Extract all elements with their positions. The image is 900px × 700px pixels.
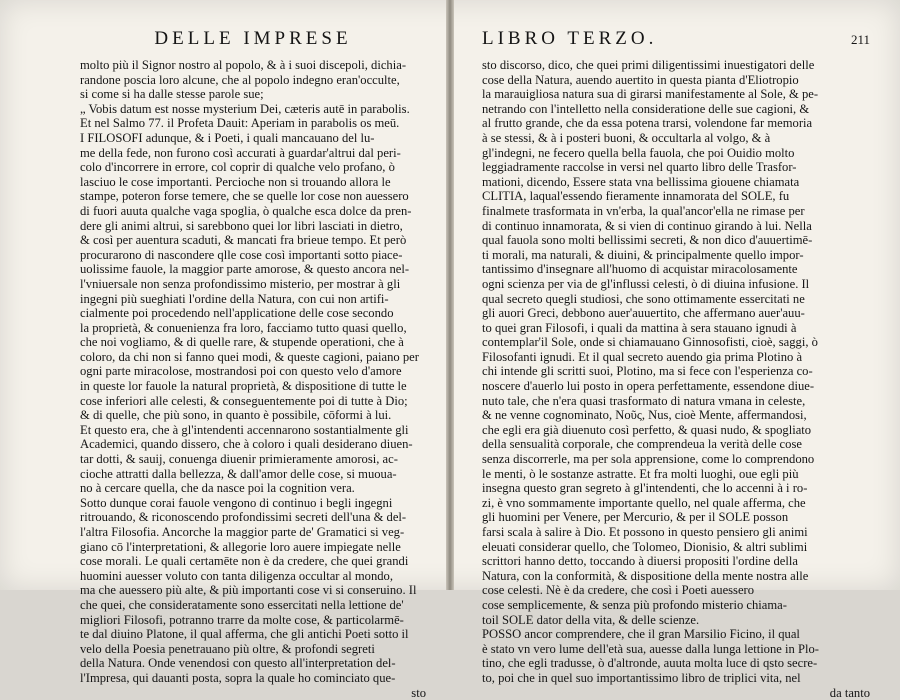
page-number: 211 (850, 32, 870, 47)
text-line: gli auori Greci, debbono auer'auuertito, che affermano auer'auu- (482, 306, 805, 321)
text-line: eleuati considerar quello, che Tolomeo, Dionisio, & altri sublimi (482, 539, 808, 554)
text-line: to quei gran Filosofi, i quali da mattina à sera stauano ignudi à (482, 320, 797, 335)
text-line: & ne venne cognominato, Νοῦς, Nus, cioè Mente, affermandosi, (482, 408, 807, 423)
text-line: CLITIA, laqual'essendo fieramente innamorata del SOLE, fu (482, 189, 790, 204)
text-line: tar dotti, & sauij, conuenga diuenir primieramente amorosi, ac- (80, 452, 398, 467)
text-line: la marauigliosa natura sua di girarsi manifestamente al Sole, & pe- (482, 87, 819, 102)
text-line: della sensualità corporale, che comprendeua la verità delle cose (482, 437, 802, 452)
text-line: che noi vogliamo, & di quelle rare, & stupende operationi, che à (80, 335, 404, 350)
left-catchword: sto (411, 685, 426, 700)
text-line: è stato vn vero lume dell'età sua, auesse dalla lunga lettione in Plo- (482, 641, 819, 656)
text-line: ti morali, ma naturali, & diuini, & principalmente quello impor- (482, 247, 804, 262)
text-line: contemplar'il Sole, onde si chiamauano Ginnosofisti, cioè, saggi, ò (482, 335, 818, 350)
text-line: migliori Filosofi, potranno trarre da molte cose, & particolarmē- (80, 612, 404, 627)
text-line: che quei, che consideratamente sono essercitati nella lettione de' (80, 597, 404, 612)
text-line: to, poi che in quel suo importantissimo libro de triplici vita, nel (482, 670, 801, 685)
text-line: al frutto grande, che da essa potena trarsi, volendone far memoria (482, 116, 813, 131)
text-line: cose della Natura, auendo auertito in questa pianta d'Eliotropio (482, 72, 799, 87)
text-line: scrittori hanno detto, toccando à diuersi propositi l'ordine della (482, 554, 798, 569)
text-line: colo d'incorrere in errore, col coprir di qualche velo profano, ò (80, 160, 395, 175)
text-line: & così per auentura scaduti, & mancati fra brieue tempo. Et però (80, 233, 407, 248)
text-line: me della fede, non furono così accurati à guardar'altrui dal peri- (80, 145, 401, 160)
text-line: randone poscia loro alcune, che al popolo indegno eran'occulte, (80, 72, 400, 87)
text-line: chi intende gli scritti suoi, Plotino, ma si fece con l'esperienza co- (482, 364, 813, 379)
right-header-title: LIBRO TERZO. (482, 28, 658, 49)
text-line: tino, che egli tradusse, ò d'altronde, auuta molta luce di qsto secre- (482, 656, 818, 671)
right-catchword: da tanto (829, 685, 870, 700)
text-line: gl'indegni, ne fecero quella bella fauola, che poi Ouidio molto (482, 145, 795, 160)
text-line: & di quelle, che più sono, in quanto è possibile, cōformi à lui. (80, 408, 392, 423)
left-page-text (80, 58, 426, 686)
text-line: molto più il Signor nostro al popolo, & à i suoi discepoli, dichia- (80, 58, 407, 72)
text-line: uolissime fauole, la maggior parte amorose, & questo ancora nel- (80, 262, 410, 277)
text-line: gli huomini per Venere, per Mercurio, & per il SOLE posson (482, 510, 789, 525)
text-line: stampe, poteron forse temere, che se quelle lor cose non auessero (80, 189, 409, 204)
text-line: cose inferiori alle celesti, & conseguentemente poi di tutte à Dio; (80, 393, 408, 408)
text-line: giano cō l'interpretationi, & allegorie loro auere impiegate nelle (80, 539, 401, 554)
right-page (452, 0, 900, 700)
text-line: insegna questo gran segreto à gl'intendenti, che lo accenni à i ro- (482, 481, 808, 496)
text-line: lasciuo le cose importanti. Percioche non si trouando allora le (80, 174, 391, 189)
text-line: dere gli animi altrui, si sarebbono quei lor libri lasciati in dietro, (80, 218, 403, 233)
text-line: mationi, dicendo, Essere stata vna bellissima giouene chiamata (482, 174, 800, 189)
text-line: I FILOSOFI adunque, & i Poeti, i quali mancauano del lu- (80, 130, 375, 145)
text-line: cose celesti. Nè è da credere, che così i Poeti auessero (482, 583, 755, 598)
text-line: à se stessi, & à i posteri buoni, & occultarla al volgo, & à (482, 130, 771, 145)
text-line: qual fauola sono molti bellissimi secreti, & non dico d'auuertimē- (482, 233, 813, 248)
text-line: Et nel Salmo 77. il Profeta Dauit: Aperiam in parabolis os meū. (80, 116, 400, 131)
text-line: toil SOLE dator della vita, & delle scienze. (482, 612, 700, 627)
text-line: qual secreto quegli studiosi, che sono ottimamente essercitati ne (482, 291, 805, 306)
text-line: cioche attratti dalla bellezza, & dall'amor delle cose, si muoua- (80, 466, 397, 481)
text-line: di continuo innamorata, & si vien di continuo girando à lui. Nella (482, 218, 812, 233)
text-line: della Natura. Onde venendosi con questo all'interpretation del- (80, 656, 396, 671)
text-line: farsi scala à salire à Dio. Et possono in questo pensiero gli animi (482, 525, 808, 539)
text-line: netrando con l'intelletto nella consideratione delle sue cagioni, & (482, 101, 810, 116)
text-line: leggiadramente raccolse in versi nel quarto libro delle Trasfor- (482, 160, 797, 175)
text-line: huomini auesser voluto con tanta diligenza occultar al mondo, (80, 568, 394, 583)
text-line: Sotto dunque corai fauole vengono di continuo i begli ingegni (80, 495, 393, 510)
right-page-text (482, 58, 870, 686)
text-line: noscere d'auerlo lui posto in opera perfettamente, essendone diue- (482, 379, 815, 394)
text-line: Filosofanti ignudi. Et il qual secreto auendo gia prima Plotino à (482, 349, 803, 364)
text-line: Natura, con la conformità, & dispositione della mente nostra alle (482, 568, 809, 583)
text-line: la proprietà, & conuenienza fra loro, facciamo tutto quasi quello, (80, 320, 407, 335)
text-line: ma che auessero più alte, & più importanti cose vi si conseruino. Il (80, 583, 417, 598)
text-line: l'altra Filosofia. Ancorche la maggior parte de' Gramatici si veg- (80, 525, 405, 539)
text-line: tantissimo d'insegnare all'huomo di acquistar miracolosamente (482, 262, 798, 277)
text-line: coloro, da chi non si fanno quei modi, & queste cagioni, paiano per (80, 349, 419, 364)
text-line: velo della Poesia penetrauano più oltre, & profondi segreti (80, 641, 375, 656)
text-line: ritrouando, & riconoscendo profondissimi secreti dell'una & del- (80, 510, 407, 525)
text-line: sto discorso, dico, che quei primi diligentissimi inuestigatori delle (482, 58, 815, 72)
text-line: cialmente poi procedendo nell'applicatione delle cose secondo (80, 306, 394, 321)
text-line: finalmete trasformata in vn'erba, la qual'ancor'ella ne rimase per (482, 203, 805, 218)
text-line: senza discorrerle, ma per sola apprensione, come lo comprendono (482, 452, 815, 467)
right-running-header (482, 28, 870, 52)
text-line: no à cercare quella, che da nasce poi la cognition vera. (80, 481, 355, 496)
text-line: zi, è vno sommamente importante quello, nel quale afferma, che (482, 495, 806, 510)
text-line: ogni scienza per via de gl'influssi celesti, ò di diuina infusione. Il (482, 276, 810, 291)
text-line: di fuori auuta qualche vaga spoglia, ò qualche esca dolce da pren- (80, 203, 412, 218)
left-header-title: DELLE IMPRESE (154, 28, 352, 49)
text-line: „ Vobis datum est nosse mysterium Dei, cæteris autē in parabolis. (80, 101, 410, 116)
text-line: l'vniuersale non senza profondissimo misterio, per mostrar à gli (80, 276, 401, 291)
left-page (0, 0, 448, 700)
text-line: cose morali. Le quali certamēte non è da credere, che quei grandi (80, 554, 409, 569)
text-line: te dal diuino Platone, il qual afferma, che gli antichi Poeti sotto il (80, 627, 409, 642)
text-line: POSSO ancor comprendere, che il gran Marsilio Ficino, il qual (482, 627, 800, 642)
text-line: procurarono di nascondere qlle cose così importanti sotto piace- (80, 247, 403, 262)
text-line: le menti, ò le sostanze astratte. Et fra molti luoghi, oue egli più (482, 466, 799, 481)
text-line: Academici, quando dissero, che à coloro i quali desiderano diuen- (80, 437, 413, 452)
text-line: l'Impresa, qui dauanti posta, sopra la quale ho cominciato que- (80, 670, 396, 685)
text-line: Et questo era, che à gl'intendenti accennarono sostantialmente gli (80, 422, 409, 437)
text-line: nuto tale, che n'era quasi trasformato di natura vmana in celeste, (482, 393, 806, 408)
text-line: ingegni più sueghiati l'ordine della Natura, con cui non artifi- (80, 291, 389, 306)
text-line: cose semplicemente, & senza più profondo misterio chiama- (482, 597, 787, 612)
text-line: che egli era già diuenuto così perfetto, & quasi nudo, & spogliato (482, 422, 812, 437)
text-line: ogni parte miracolose, mostrandosi poi con questo velo d'amore (80, 364, 402, 379)
text-line: in queste lor fauole la natural proprietà, & dispositione di tutte le (80, 379, 407, 394)
left-running-header (80, 28, 426, 52)
text-line: si come si ha dalle stesse parole sue; (80, 87, 264, 102)
